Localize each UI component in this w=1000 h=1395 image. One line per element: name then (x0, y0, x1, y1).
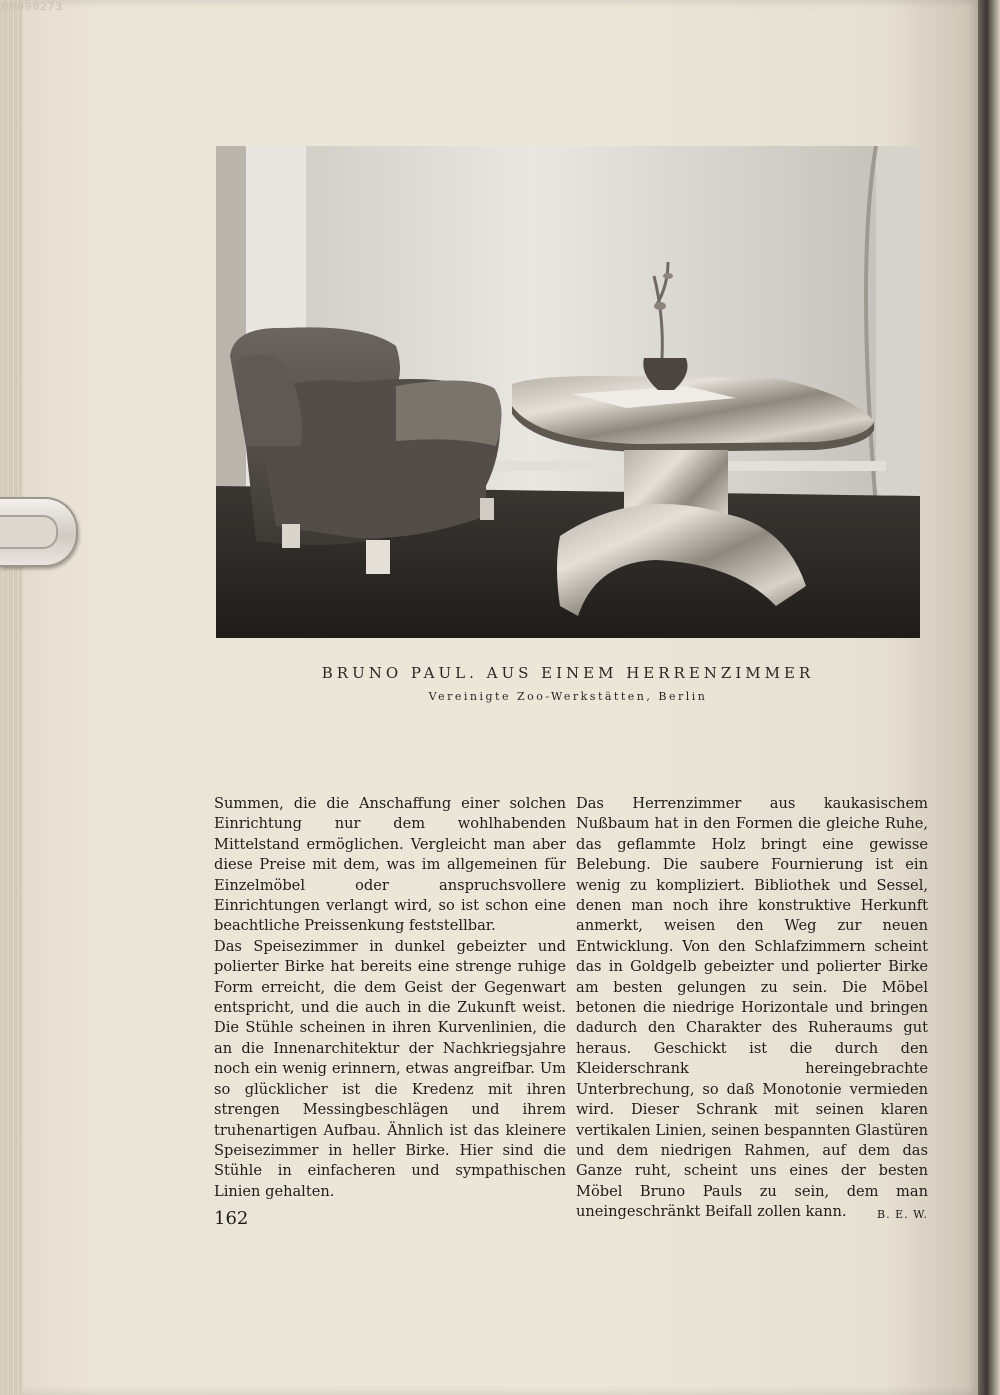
right-paragraph-text: Das Herrenzimmer aus kaukasischem Nußbaum hat in den Formen die gleiche Ruhe, das geflammte Holz bringt eine gewisse Belebung. Die saubere Fournierung ist ein wenig zu kompliziert. Bibliothek und Sessel, denen man noch ihre konstruktive Herkunft anmerkt, weisen den Weg zur neuen Entwicklung. Von den Schlafzimmern scheint das in Goldgelb gebeizter und polierter Birke am besten gelungen zu sein. Die Möbel betonen die niedrige Horizontale und bringen dadurch den Charakter des Ruheraums gut heraus. Geschickt ist die durch den Kleiderschrank hereingebrachte Unterbrechung, so daß Monotonie vermieden wird. Dieser Schrank mit seinen klaren vertikalen Linien, seinen bespannten Glastüren und dem niedrigen Rahmen, auf dem das Ganze ruht, scheint uns eines der besten Möbel Bruno Pauls zu sein, dem man uneingeschränkt Beifall zollen kann. (576, 795, 928, 1221)
caption-title: BRUNO PAUL. AUS EINEM HERRENZIMMER (321, 664, 815, 682)
furniture-photograph (216, 146, 920, 638)
paper-clip (0, 497, 78, 567)
book-spine (978, 0, 1000, 1395)
left-paragraph-2: Das Speisezimmer in dunkel gebeizter und polierter Birke hat bereits eine strenge ruhige Form erreicht, die dem Geist der Gegenwart entspricht, und die auch in die Zukunft weist. Die Stühle scheinen in ihren Kurvenlinien, die an die Innenarchitektur der Nachkriegsjahre noch ein wenig erinnern, etwas angreifbar. Um so glücklicher ist die Kredenz mit ihren strengen Messingbeschlägen und ihrem truhenartigen Aufbau. Ähnlich ist das kleinere Speisezimmer in heller Birke. Hier sind die Stühle in einfacheren und sympathischen Linien gehalten. (214, 937, 566, 1200)
right-paragraph (576, 794, 928, 1223)
left-paragraph-1: Summen, die die Anschaffung einer solchen Einrichtung nur dem wohlhabenden Mittelstand ermöglichen. Vergleicht man aber diese Preise mit dem, was im allgemeinen für Einzelmöbel oder anspruchsvollere Einrichtungen verlangt wird, so ist schon eine beachtliche Preissenkung feststellbar. (214, 795, 566, 935)
caption-subtitle: Vereinigte Zoo-Werkstätten, Berlin (428, 690, 708, 703)
left-text-column (214, 794, 566, 1202)
photo-illustration (216, 146, 920, 638)
scan-id-label: 00090273 (2, 0, 63, 13)
page-number: 162 (214, 1208, 249, 1229)
author-signature: B. E. W. (877, 1208, 928, 1222)
right-text-column (576, 794, 928, 1226)
